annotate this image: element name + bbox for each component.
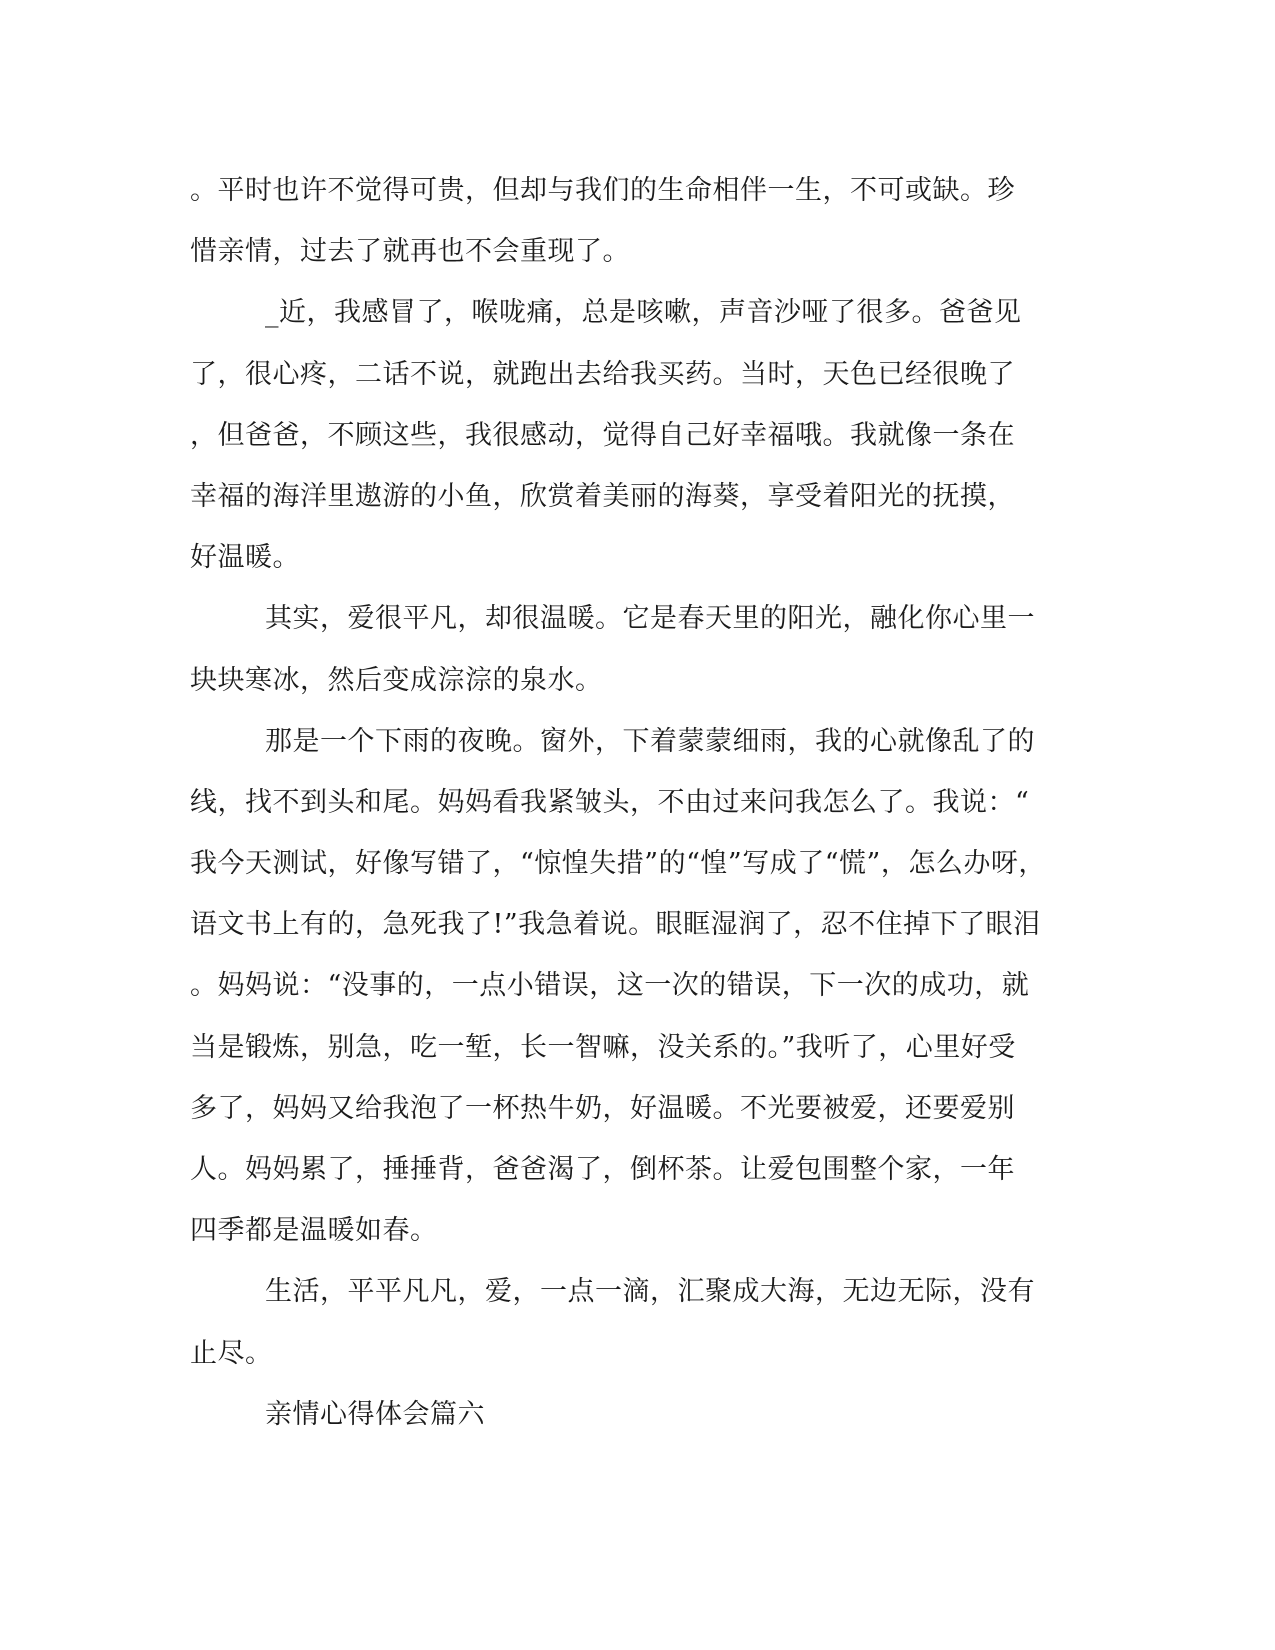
text-line: 线，找不到头和尾。妈妈看我紧皱头，不由过来问我怎么了。我说：“ bbox=[190, 786, 1030, 818]
text-line: 多了，妈妈又给我泡了一杯热牛奶，好温暖。不光要被爱，还要爱别 bbox=[190, 1092, 1015, 1124]
document-body bbox=[190, 160, 1090, 1445]
text-line: 当是锻炼，别急，吃一堑，长一智嘛，没关系的。”我听了，心里好受 bbox=[190, 1031, 1016, 1063]
text-line: 了，很心疼，二话不说，就跑出去给我买药。当时，天色已经很晚了 bbox=[190, 358, 1015, 390]
text-line: 其实，爱很平凡，却很温暖。它是春天里的阳光，融化你心里一 bbox=[265, 603, 1035, 635]
text-line: 好温暖。 bbox=[190, 542, 300, 574]
text-line: 语文书上有的，急死我了!”我急着说。眼眶湿润了，忍不住掉下了眼泪 bbox=[190, 909, 1041, 941]
text-line: _近，我感冒了，喉咙痛，总是咳嗽，声音沙哑了很多。爸爸见 bbox=[265, 297, 1022, 329]
text-line: 。平时也许不觉得可贵，但却与我们的生命相伴一生，不可或缺。珍 bbox=[190, 175, 1015, 206]
text-line: 。妈妈说：“没事的，一点小错误，这一次的错误，下一次的成功，就 bbox=[190, 970, 1030, 1002]
text-line: 止尽。 bbox=[190, 1337, 273, 1369]
text-line: 幸福的海洋里遨游的小鱼，欣赏着美丽的海葵，享受着阳光的抚摸， bbox=[190, 480, 1015, 512]
text-line: ，但爸爸，不顾这些，我很感动，觉得自己好幸福哦。我就像一条在 bbox=[190, 419, 1015, 451]
text-line: 四季都是温暖如春。 bbox=[190, 1215, 438, 1247]
section-heading: 亲情心得体会篇六 bbox=[265, 1398, 485, 1430]
text-line: 生活，平平凡凡，爱，一点一滴，汇聚成大海，无边无际，没有 bbox=[265, 1276, 1035, 1308]
text-line: 那是一个下雨的夜晚。窗外，下着蒙蒙细雨，我的心就像乱了的 bbox=[265, 725, 1035, 757]
text-line: 人。妈妈累了，捶捶背，爸爸渴了，倒杯茶。让爱包围整个家，一年 bbox=[190, 1154, 1015, 1185]
text-line: 惜亲情，过去了就再也不会重现了。 bbox=[190, 236, 630, 268]
text-line: 我今天测试，好像写错了，“惊惶失措”的“惶”写成了“慌”，怎么办呀， bbox=[190, 848, 1046, 880]
text-line: 块块寒冰，然后变成淙淙的泉水。 bbox=[190, 664, 603, 696]
